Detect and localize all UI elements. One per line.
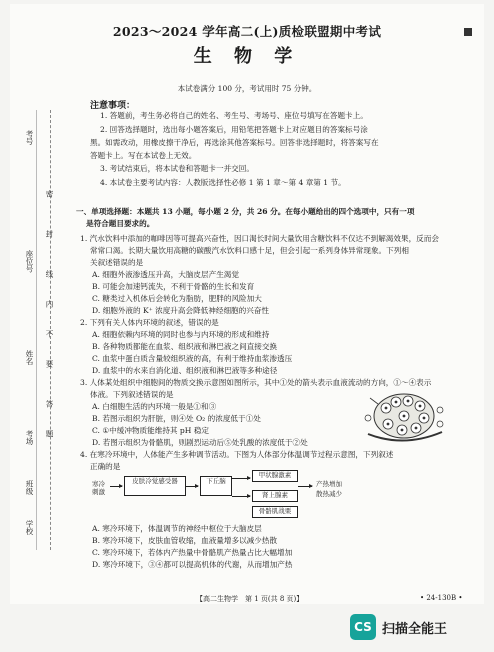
notice-line: 3. 考试结束后，将本试卷和答题卡一并交回。 — [100, 164, 254, 173]
question-2-option-b: B. 各种物质都能在血浆、组织液和淋巴液之间直接交换 — [92, 342, 278, 351]
binding-label-seat: 座位号 — [25, 250, 34, 273]
seal-char: 不 — [45, 330, 54, 338]
seal-char: 要 — [45, 360, 54, 368]
question-1-option-a: A. 细胞外液渗透压升高，大脑皮层产生渴觉 — [92, 270, 239, 279]
question-1-option-d: D. 细胞外液的 K⁺ 浓度升高会降低神经细胞的兴奋性 — [92, 306, 270, 315]
seal-char: 题 — [45, 430, 54, 438]
camscanner-text: 扫描全能王 — [382, 622, 448, 637]
flow-box-muscle: 骨骼肌战栗 — [252, 506, 298, 518]
binding-label-room: 考场 — [25, 430, 34, 445]
flow-result: 产热增加 — [316, 480, 342, 488]
section-heading: 一、单项选择题：本题共 13 小题，每小题 2 分，共 26 分。在每小题给出的四个选项中，只有一项 — [76, 207, 415, 216]
question-1-stem: 常常口渴。长期大量饮用高糖的碳酸汽水饮料口感十足，但会引起一系列身体异常现象。下列相 — [90, 246, 409, 255]
notice-line: 4. 本试卷主要考试内容：人教版选择性必修 1 第 1 章～第 4 章第 1 节。 — [100, 178, 346, 187]
question-3-stem: 体液。下列叙述错误的是 — [90, 390, 174, 399]
question-4-stem: 正确的是 — [90, 462, 121, 471]
binding-label-exam-no: 考号 — [25, 130, 34, 145]
flow-arrow — [232, 478, 250, 479]
flow-box-adrenal: 肾上腺素 — [252, 490, 298, 502]
flow-arrow — [232, 496, 250, 497]
question-3-option-d: D. 若图示组织为骨骼肌，则剧烈运动后⑤处乳酸的浓度低于②处 — [92, 438, 308, 447]
question-2-stem: 2. 下列有关人体内环境的叙述，错误的是 — [80, 318, 219, 327]
question-1-stem: 1. 汽水饮料中添加的咖啡因等可提高兴奋性，因口渴长时间大量饮用含糖饮料不仅达不到解渴效果，反而会 — [80, 234, 439, 243]
binding-label-school: 学校 — [25, 520, 34, 535]
question-3-option-a: A. 白细胞生活的内环境一般是①和③ — [92, 402, 217, 411]
question-3-option-c: C. ①中缓冲物质能维持其 pH 稳定 — [92, 426, 210, 435]
notice-line: 答题卡上。写在本试卷上无效。 — [90, 151, 197, 160]
flow-box-receptor: 皮肤冷觉感受器 — [124, 476, 186, 496]
notice-line: 1. 答题前，考生务必将自己的姓名、考生号、考场号、座位号填写在答题卡上。 — [100, 111, 368, 120]
seal-char: 密 — [45, 190, 54, 198]
seal-char: 内 — [45, 300, 54, 308]
question-3-option-b: B. 若图示组织为肝脏，则④处 O₂ 的浓度低于①处 — [92, 414, 261, 423]
question-1-option-b: B. 可能会加速钙流失，不利于骨骼的生长和发育 — [92, 282, 255, 291]
flow-arrow — [110, 486, 122, 487]
question-2-option-c: C. 血浆中蛋白质含量较组织液的高，有利于维持血浆渗透压 — [92, 354, 293, 363]
flow-box-hypothalamus: 下丘脑 — [200, 476, 232, 496]
notice-heading: 注意事项： — [90, 101, 136, 111]
notice-line: 2. 回答选择题时，选出每小题答案后，用铅笔把答题卡上对应题目的答案标号涂 — [100, 125, 368, 134]
exam-info: 本试卷满分 100 分，考试用时 75 分钟。 — [177, 84, 317, 93]
camscanner-watermark — [350, 614, 484, 640]
flow-box-thyroid: 甲状腺激素 — [252, 470, 298, 482]
question-4-option-d: D. 寒冷环境下，③④都可以提高机体的代谢，从而增加产热 — [92, 560, 293, 569]
question-4-option-c: C. 寒冷环境下，若体内产热量中骨骼肌产热量占比大幅增加 — [92, 548, 293, 557]
question-4-option-b: B. 寒冷环境下，皮肤血管收缩，血液量增多以减少热散 — [92, 536, 278, 545]
exam-title: 2023～2024 学年高二(上)质检联盟期中考试 — [112, 24, 382, 39]
flow-result-2: 散热减少 — [316, 490, 342, 498]
binding-label-name: 姓名 — [25, 350, 34, 365]
question-2-option-a: A. 细胞依赖内环境的同时也参与内环境的形成和维持 — [92, 330, 270, 339]
question-1-stem: 关叙述错误的是 — [90, 258, 144, 267]
subject-title: 生 物 学 — [193, 46, 301, 67]
tissue-cell-diagram — [364, 388, 448, 444]
thermoregulation-flow-diagram — [84, 468, 354, 520]
question-4-stem: 4. 在寒冷环境中，人体能产生多种调节活动。下图为人体部分体温调节过程示意图，下列叙述 — [80, 450, 394, 459]
question-1-option-c: C. 糖类过入机体后会转化为脂肪，肥胖的风险加大 — [92, 294, 262, 303]
question-2-option-d: D. 血浆中的水来自消化道、组织液和淋巴液等多种途径 — [92, 366, 278, 375]
flow-arrow — [186, 486, 198, 487]
question-4-option-a: A. 寒冷环境下，体温调节的神经中枢位于大脑皮层 — [92, 524, 262, 533]
seal-char: 答 — [45, 400, 54, 408]
flow-arrow — [298, 486, 312, 487]
flow-stimulus: 寒冷 — [92, 480, 105, 488]
question-3-stem: 3. 人体某处组织中细胞间的物质交换示意图如图所示，其中①处的箭头表示血液流动的方向，①～④表示 — [80, 378, 432, 387]
section-heading-cont: 是符合题目要求的。 — [86, 219, 155, 228]
flow-stimulus-2: 刺激 — [92, 488, 105, 496]
exam-code: • 24-130B • — [420, 594, 463, 602]
notice-line: 黑。如需改动，用橡皮擦干净后，再选涂其他答案标号。回答非选择题时，将答案写在 — [90, 138, 379, 147]
binding-label-class: 班级 — [25, 480, 34, 495]
camscanner-logo-icon: CS — [350, 614, 376, 640]
seal-char: 封 — [45, 230, 54, 238]
page-footer: 【高二生物学 第 1 页(共 8 页)】 — [196, 595, 304, 603]
binding-edge — [36, 110, 37, 550]
seal-char: 线 — [45, 270, 54, 278]
